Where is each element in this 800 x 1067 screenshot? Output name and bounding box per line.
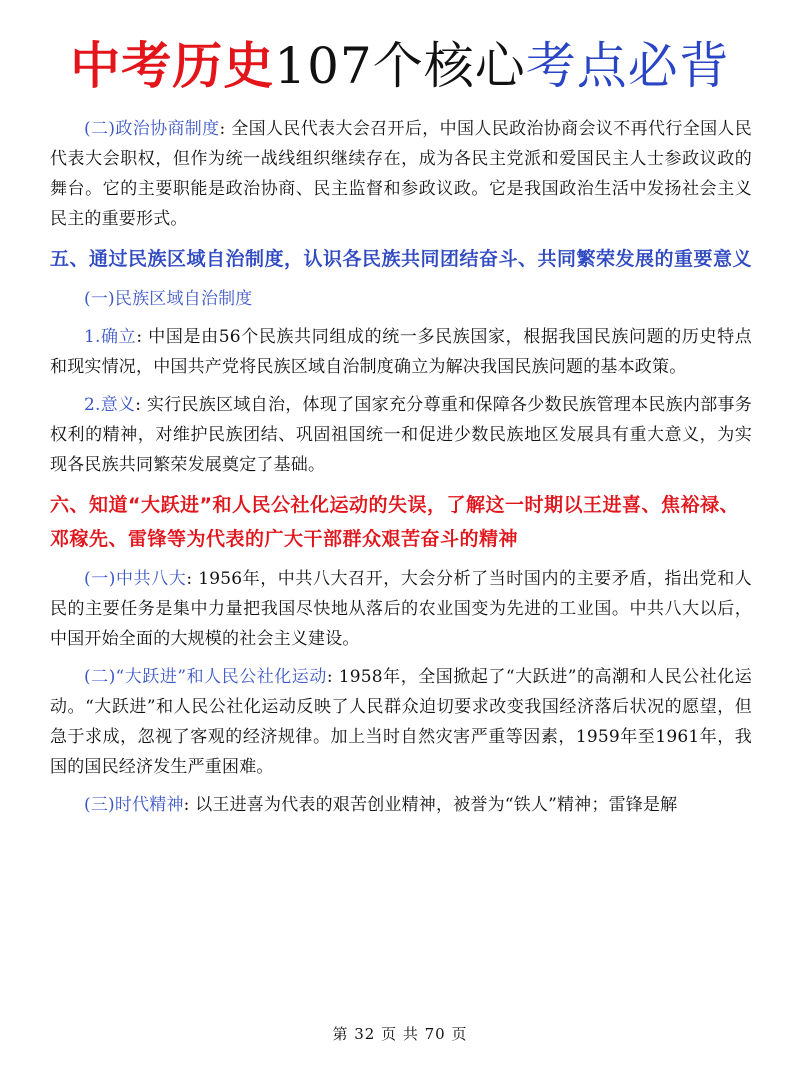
paragraph-label: (三)时代精神 xyxy=(84,795,184,815)
paragraph-text: : 实行民族区域自治，体现了国家充分尊重和保障各少数民族管理本民族内部事务权利的精神，对维护民族团结、巩固祖国统一和促进少数民族地区发展具有重大意义，为实现各民族共同繁荣发展奠定了基础。 xyxy=(50,395,752,475)
page-content xyxy=(50,114,752,828)
section-heading-five: 五、通过民族区域自治制度，认识各民族共同团结奋斗、共同繁荣发展的重要意义 xyxy=(50,248,753,270)
paragraph-label: (二)政治协商制度 xyxy=(84,119,220,139)
paragraph-establishment xyxy=(50,322,752,382)
paragraph-label: (一)中共八大 xyxy=(84,569,187,589)
page-footer: 第 32 页 共 70 页 xyxy=(332,1025,468,1043)
paragraph-label: 1.确立 xyxy=(84,327,137,347)
paragraph-label: (二)“大跃进”和人民公社化运动 xyxy=(84,667,327,687)
title-part-black: 107个核心 xyxy=(274,37,526,95)
title-part-red: 中考历史 xyxy=(70,37,275,95)
section-heading-six: 六、知道“大跃进”和人民公社化运动的失误，了解这一时期以王进喜、焦裕禄、邓稼先、雷锋等为代表的广大干部群众艰苦奋斗的精神 xyxy=(50,494,739,550)
paragraph-era-spirit xyxy=(50,790,752,820)
paragraph-text: : 全国人民代表大会召开后，中国人民政治协商会议不再代行全国人民代表大会职权，但作为统一战线组织继续存在，成为各民主党派和爱国民主人士参政议政的舞台。它的主要职能是政治协商、民主监督和参政议政。它是我国政治生活中发扬社会主义民主的重要形式。 xyxy=(50,119,752,229)
subheading-regional-autonomy: (一)民族区域自治制度 xyxy=(84,289,253,309)
paragraph-significance xyxy=(50,390,752,480)
paragraph-text: : 中国是由56个民族共同组成的统一多民族国家，根据我国民族问题的历史特点和现实情况，中国共产党将民族区域自治制度确立为解决我国民族问题的基本政策。 xyxy=(50,327,752,377)
paragraph-eighth-congress xyxy=(50,564,752,654)
paragraph-great-leap-forward xyxy=(50,662,752,782)
paragraph-text: : 1958年，全国掀起了“大跃进”的高潮和人民公社化运动。“大跃进”和人民公社化运动反映了人民群众迫切要求改变我国经济落后状况的愿望，但急于求成，忽视了客观的经济规律。加上当时自然灾害严重等因素，1959年至1961年，我国的国民经济发生严重困难。 xyxy=(50,667,752,777)
paragraph-text: : 以王进喜为代表的艰苦创业精神，被誉为“铁人”精神；雷锋是解 xyxy=(183,795,678,815)
paragraph-political-consultation xyxy=(50,114,752,234)
paragraph-text: : 1956年，中共八大召开，大会分析了当时国内的主要矛盾，指出党和人民的主要任务是集中力量把我国尽快地从落后的农业国变为先进的工业国。中共八大以后，中国开始全面的大规模的社会主义建设。 xyxy=(50,569,752,649)
title-part-blue: 考点必背 xyxy=(525,37,730,95)
page-title xyxy=(0,26,800,106)
paragraph-label: 2.意义 xyxy=(84,395,136,415)
